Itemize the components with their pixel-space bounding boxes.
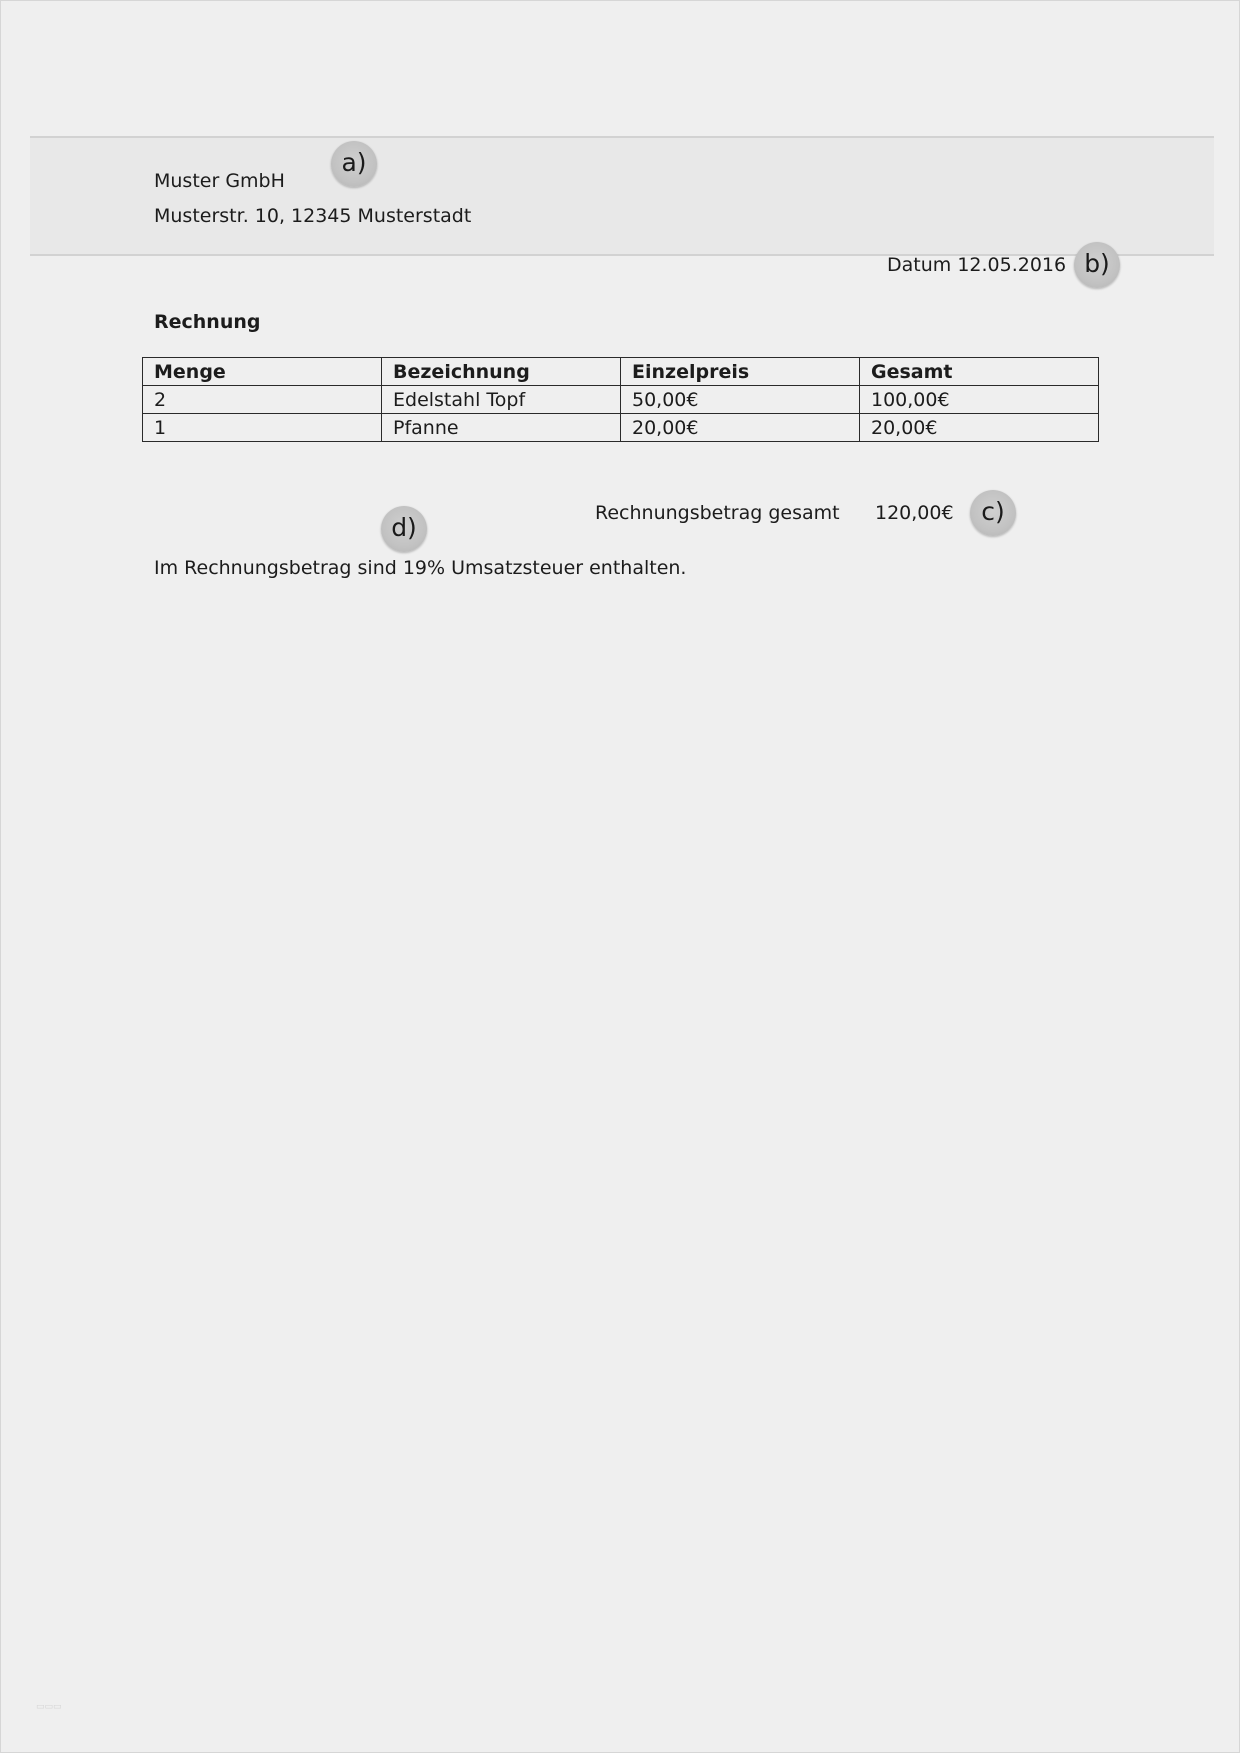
cell-description: Edelstahl Topf <box>382 386 621 414</box>
column-header-bezeichnung: Bezeichnung <box>382 358 621 386</box>
cell-unit-price: 50,00€ <box>621 386 860 414</box>
table-header-row <box>143 358 1099 386</box>
table-row <box>143 414 1099 442</box>
column-header-einzelpreis: Einzelpreis <box>621 358 860 386</box>
annotation-marker-c: c) <box>970 490 1016 536</box>
invoice-items-table <box>142 357 1099 442</box>
annotation-marker-a: a) <box>331 141 377 187</box>
cell-unit-price: 20,00€ <box>621 414 860 442</box>
annotation-marker-b: b) <box>1074 242 1120 288</box>
total-label: Rechnungsbetrag gesamt <box>595 502 840 524</box>
invoice-title: Rechnung <box>154 311 261 333</box>
column-header-menge: Menge <box>143 358 382 386</box>
table-row <box>143 386 1099 414</box>
cell-description: Pfanne <box>382 414 621 442</box>
cell-quantity: 2 <box>143 386 382 414</box>
cell-quantity: 1 <box>143 414 382 442</box>
faint-footer-mark: ▭▭▭ <box>36 1702 62 1712</box>
invoice-date: Datum 12.05.2016 <box>887 254 1067 276</box>
total-amount: 120,00€ <box>875 502 954 524</box>
company-name: Muster GmbH <box>154 170 285 192</box>
company-address: Musterstr. 10, 12345 Musterstadt <box>154 205 472 227</box>
annotation-marker-d: d) <box>381 506 427 552</box>
vat-note: Im Rechnungsbetrag sind 19% Umsatzsteuer enthalten. <box>154 557 687 579</box>
column-header-gesamt: Gesamt <box>860 358 1099 386</box>
cell-line-total: 100,00€ <box>860 386 1099 414</box>
letterhead-band <box>30 136 1214 256</box>
cell-line-total: 20,00€ <box>860 414 1099 442</box>
